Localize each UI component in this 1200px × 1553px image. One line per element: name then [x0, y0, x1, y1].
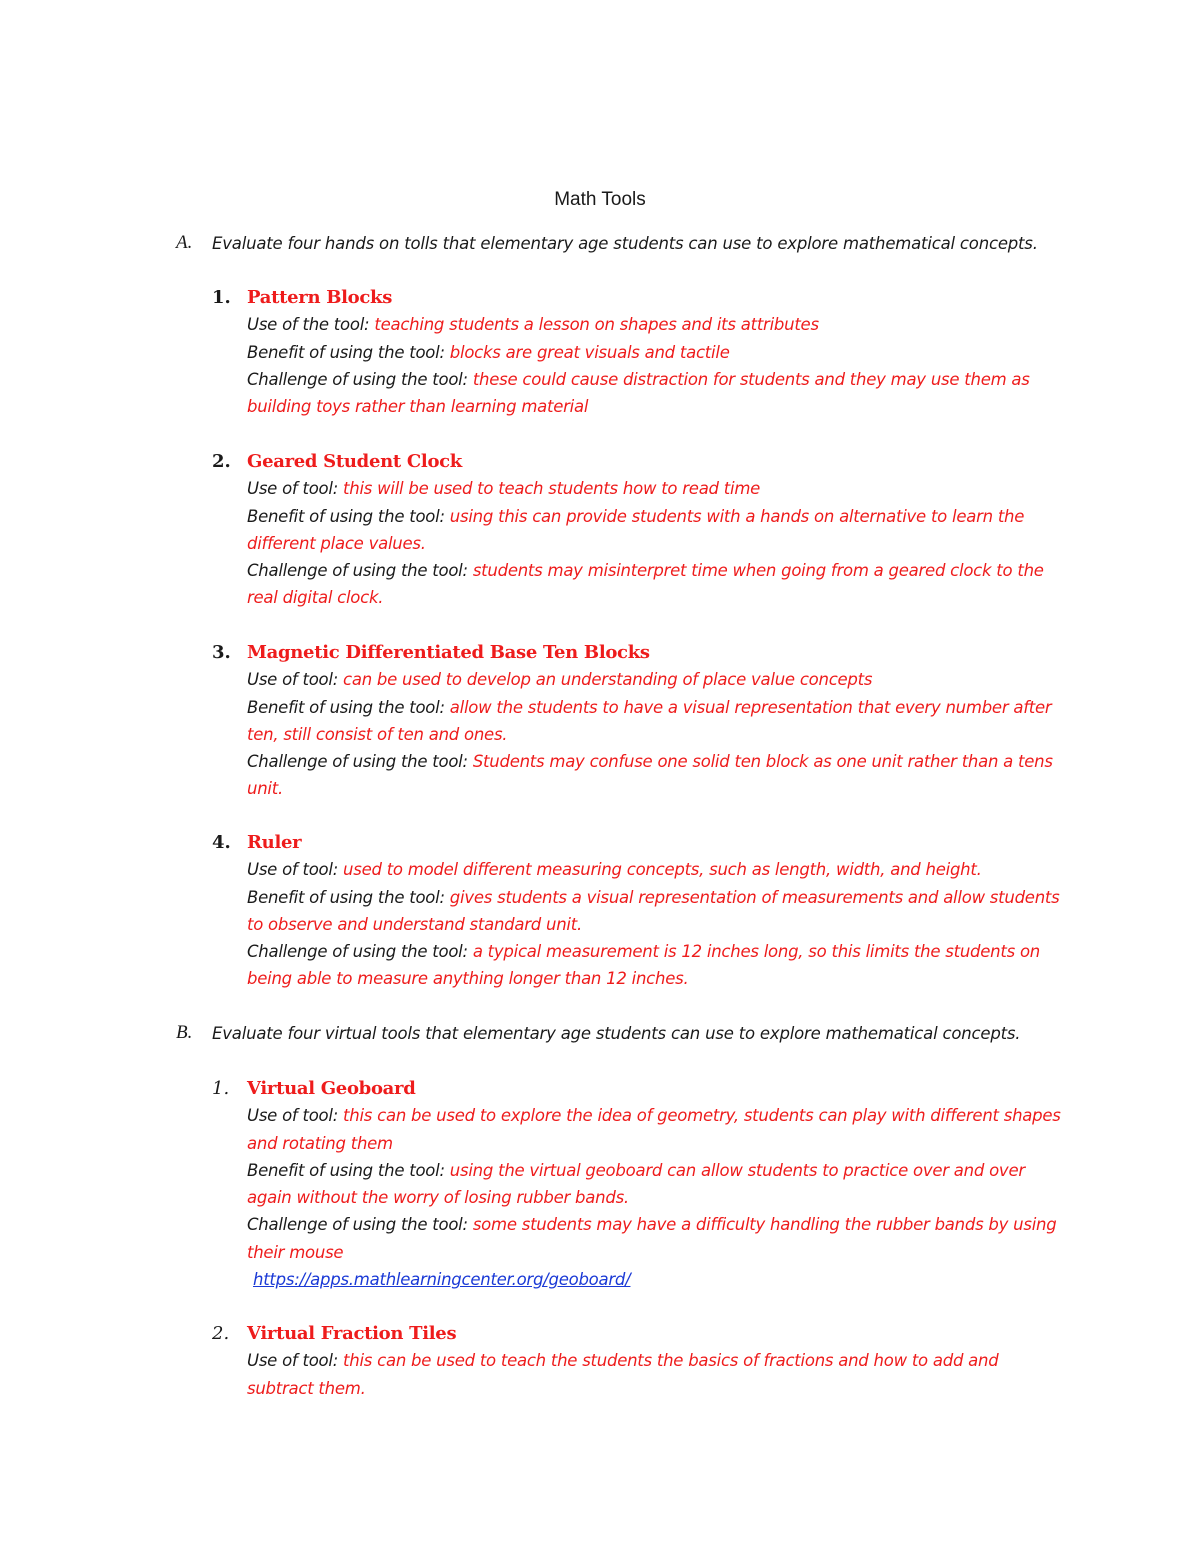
item-number: 1. — [212, 1078, 230, 1099]
challenge-label: Challenge of using the tool: — [247, 561, 468, 581]
benefit-text: using this can provide students with a hands on alternative to learn the different place values. — [247, 506, 1025, 553]
item-name: Pattern Blocks — [247, 287, 393, 308]
use-text: this can be used to explore the idea of geometry, students can play with different shapes and rotating them — [247, 1106, 1061, 1153]
challenge-text: Students may confuse one solid ten block as one unit rather than a tens unit. — [247, 752, 1053, 799]
use-text: teaching students a lesson on shapes and its attributes — [374, 315, 819, 335]
challenge-line — [247, 1211, 1067, 1266]
challenge-line — [247, 557, 1067, 612]
use-line — [247, 1347, 1067, 1402]
benefit-line — [247, 339, 1067, 366]
challenge-line — [247, 366, 1067, 421]
use-text: this can be used to teach the students the basics of fractions and how to add and subtract them. — [247, 1351, 999, 1398]
item-body — [247, 284, 1067, 420]
item-name: Virtual Geoboard — [247, 1078, 416, 1099]
benefit-text: allow the students to have a visual representation that every number after ten, still consist of ten and ones. — [247, 697, 1052, 744]
item-number: 1. — [212, 287, 231, 308]
item-number: 2. — [212, 451, 231, 472]
benefit-text: using the virtual geoboard can allow students to practice over and over again without the worry of losing rubber bands. — [247, 1160, 1025, 1208]
item-name: Geared Student Clock — [247, 451, 462, 472]
use-label: Use of tool: — [247, 860, 339, 880]
use-line — [247, 856, 1067, 883]
benefit-line — [247, 1157, 1067, 1212]
item-body — [247, 1320, 1067, 1402]
use-label: Use of the tool: — [247, 315, 370, 335]
item-body — [247, 1075, 1067, 1293]
section-letter: B. — [176, 1022, 193, 1043]
challenge-text: these could cause distraction for students and they may use them as building toys rather than learning material — [247, 369, 1030, 417]
challenge-text: students may misinterpret time when going from a geared clock to the real digital clock. — [247, 561, 1044, 608]
use-line — [247, 311, 1067, 338]
use-label: Use of tool: — [247, 670, 339, 690]
item-body — [247, 639, 1067, 803]
section-heading: Evaluate four virtual tools that elementary age students can use to explore mathematical concepts. — [212, 1024, 1021, 1043]
section-letter: A. — [176, 232, 193, 253]
challenge-line — [247, 748, 1067, 803]
item-body — [247, 448, 1067, 612]
section-heading: Evaluate four hands on tolls that elementary age students can use to explore mathematical concepts. — [212, 234, 1038, 253]
use-label: Use of tool: — [247, 1106, 339, 1126]
item-name: Virtual Fraction Tiles — [247, 1323, 457, 1344]
challenge-label: Challenge of using the tool: — [247, 1215, 468, 1235]
item-name: Magnetic Differentiated Base Ten Blocks — [247, 642, 650, 663]
challenge-label: Challenge of using the tool: — [247, 942, 468, 962]
benefit-line — [247, 503, 1067, 558]
challenge-text: some students may have a difficulty handling the rubber bands by using their mouse — [247, 1215, 1057, 1262]
benefit-label: Benefit of using the tool: — [247, 887, 445, 907]
benefit-label: Benefit of using the tool: — [247, 342, 445, 362]
item-number: 2. — [212, 1323, 230, 1344]
item-number: 4. — [212, 832, 231, 853]
challenge-label: Challenge of using the tool: — [247, 752, 468, 772]
item-number: 3. — [212, 642, 231, 663]
use-text: this will be used to teach students how to read time — [343, 479, 761, 499]
geoboard-link[interactable]: https://apps.mathlearningcenter.org/geoboard/ — [253, 1270, 631, 1290]
use-line — [247, 666, 1067, 693]
challenge-text: a typical measurement is 12 inches long, so this limits the students on being able to measure anything longer than 12 inches. — [247, 942, 1041, 989]
use-text: can be used to develop an understanding of place value concepts — [343, 670, 873, 690]
item-body — [247, 829, 1067, 993]
benefit-label: Benefit of using the tool: — [247, 697, 445, 717]
benefit-line — [247, 694, 1067, 749]
benefit-line — [247, 884, 1067, 939]
benefit-label: Benefit of using the tool: — [247, 1160, 445, 1180]
use-text: used to model different measuring concepts, such as length, width, and height. — [343, 860, 982, 880]
use-label: Use of tool: — [247, 479, 339, 499]
page-title: Math Tools — [554, 189, 646, 210]
benefit-text: gives students a visual representation of measurements and allow students to observe and understand standard unit. — [247, 887, 1060, 934]
use-line — [247, 1102, 1067, 1157]
use-line — [247, 475, 1067, 502]
challenge-label: Challenge of using the tool: — [247, 369, 468, 389]
benefit-text: blocks are great visuals and tactile — [449, 342, 730, 362]
use-label: Use of tool: — [247, 1351, 339, 1371]
benefit-label: Benefit of using the tool: — [247, 506, 445, 526]
challenge-line — [247, 938, 1067, 993]
item-name: Ruler — [247, 832, 302, 853]
